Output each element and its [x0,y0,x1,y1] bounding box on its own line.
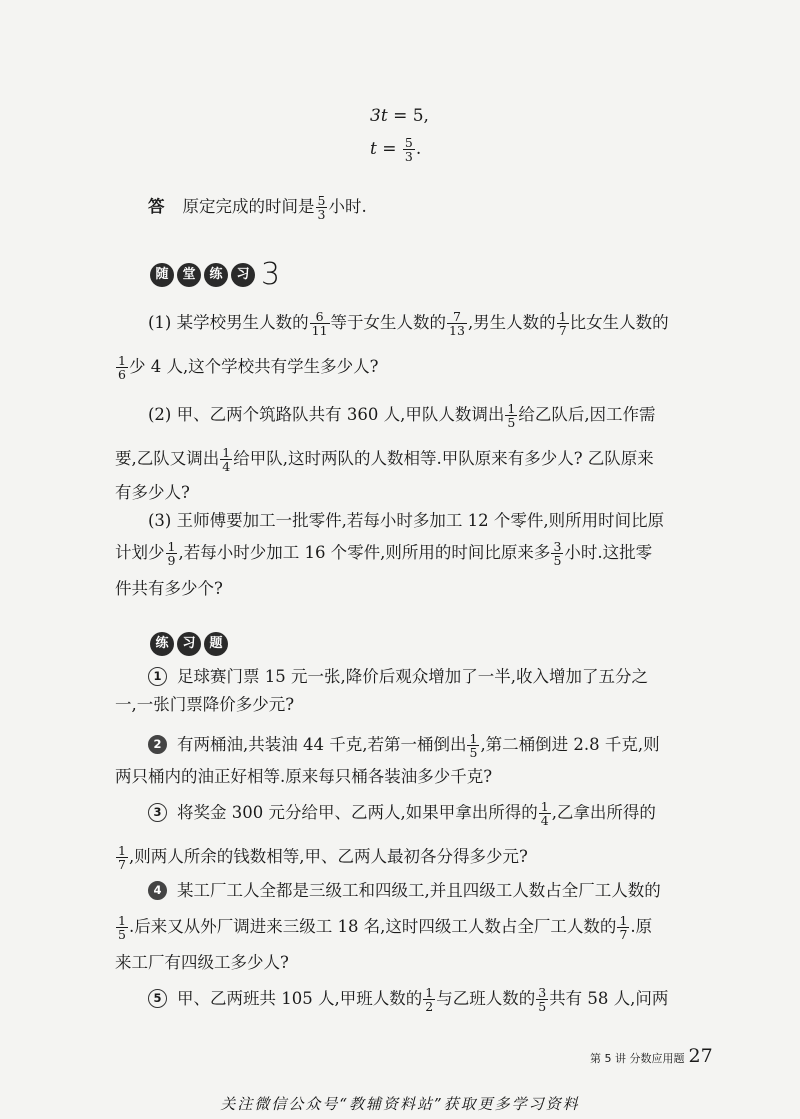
fraction: $\frac{1}{7}$ [558,309,567,338]
practice-item-2-line-3: 有多少人? [115,483,190,502]
fraction: $\frac{1}{4}$ [222,445,231,474]
title-char: 随 [150,263,174,287]
exercise-4-line-2: $\frac{1}{5}$ .后来又从外厂调进来三级工 18 名,这时四级工人数占全厂工人数的 $\frac{1}{7}$ .原 [118,913,653,942]
practice-item-2-line-1: (2) 甲、乙两个筑路队共有 360 人,甲队人数调出 $\frac{1}{5}$ 给乙队后,因工作需 [148,401,656,430]
fraction: $\frac{5}{3}$ [404,135,413,164]
fraction: $\frac{1}{7}$ [118,843,126,872]
exercise-3-line-1: 3 将奖金 300 元分给甲、乙两人,如果甲拿出所得的 $\frac{1}{4}$ ,乙拿出所得的 [148,800,656,827]
answer-line: 答 原定完成的时间是 $\frac{5}{3}$ 小时. [148,193,367,222]
fraction: $\frac{1}{5}$ [118,913,126,942]
title-char: 练 [204,263,228,287]
fraction: $\frac{3}{5}$ [538,985,547,1014]
fraction: $\frac{1}{7}$ [619,913,628,942]
page-footer [590,1045,713,1067]
fraction: $\frac{1}{5}$ [469,731,478,760]
eq2-lhs: t [370,139,377,159]
exercise-5-line-1: 5 甲、乙两班共 105 人,甲班人数的 $\frac{1}{2}$ 与乙班人数的 $\frac{3}{5}$ 共有 58 人,问两 [148,986,668,1013]
fraction: $\frac{3}{5}$ [553,539,562,568]
title-char: 练 [150,632,174,656]
question-number: 4 [148,881,167,900]
exercise-3-line-2: $\frac{1}{7}$ ,则两人所余的钱数相等,甲、乙两人最初各分得多少元? [118,843,528,872]
equation-line-2: t = $\frac{5}{3}$ . [370,135,422,164]
practice-item-1-line-2: $\frac{1}{6}$ 少 4 人,这个学校共有学生多少人? [118,353,379,382]
fraction: $\frac{1}{2}$ [425,985,434,1014]
exercise-1-line-1: 1 足球赛门票 15 元一张,降价后观众增加了一半,收入增加了五分之 [148,666,648,688]
fraction: $\frac{6}{11}$ [311,309,328,338]
exercise-2-line-1: 2 有两桶油,共装油 44 千克,若第一桶倒出 $\frac{1}{5}$ ,第二桶倒进 2.8 千克,则 [148,732,660,759]
fraction: $\frac{7}{13}$ [449,309,465,338]
fraction: $\frac{5}{3}$ [317,193,326,222]
equation-line-1: 3t = 5, [370,106,429,126]
title-char: 堂 [177,263,201,287]
answer-label: 答 [148,197,165,216]
exercise-1-line-2: 一,一张门票降价多少元? [115,695,295,714]
title-char: 题 [204,632,228,656]
fraction: $\frac{1}{9}$ [167,539,176,568]
question-number: 5 [148,989,167,1008]
exercise-2-line-2: 两只桶内的油正好相等.原来每只桶各装油多少千克? [115,767,493,786]
eq1-lhs: 3t [370,106,388,126]
title-char: 习 [231,263,255,287]
practice-item-2-line-2: 要,乙队又调出 $\frac{1}{4}$ 给甲队,这时两队的人数相等.甲队原来有多少人? 乙队原来 [115,445,654,474]
question-number: 1 [148,667,167,686]
watermark-banner: 关注微信公众号“教辅资料站”获取更多学习资料 [220,1095,580,1113]
title-char: 习 [177,632,201,656]
fraction: $\frac{1}{5}$ [507,401,516,430]
practice-item-3-line-1: (3) 王师傅要加工一批零件,若每小时多加工 12 个零件,则所用时间比原 [148,511,665,530]
lecture-title: 第 5 讲 分数应用题 [590,1052,685,1065]
question-number: 3 [148,803,167,822]
practice-section-title [150,257,281,292]
fraction: $\frac{1}{6}$ [118,353,126,382]
practice-item-3-line-2: 计划少 $\frac{1}{9}$ ,若每小时少加工 16 个零件,则所用的时间比原来多 $\frac{3}{5}$ 小时.这批零 [115,539,653,568]
page-number: 27 [688,1045,713,1067]
fraction: $\frac{1}{4}$ [540,799,549,828]
exercise-4-line-1: 4 某工厂工人全都是三级工和四级工,并且四级工人数占全厂工人数的 [148,880,661,902]
practice-item-3-line-3: 件共有多少个? [115,579,223,598]
eq1-rhs: 5, [412,106,429,126]
practice-item-1-line-1: (1) 某学校男生人数的 $\frac{6}{11}$ 等于女生人数的 $\frac{7}{13}$ ,男生人数的 $\frac{1}{7}$ 比女生人数的 [148,309,669,338]
exercise-4-line-3: 来工厂有四级工多少人? [115,953,289,972]
exercises-section-title [150,632,231,656]
question-number: 2 [148,735,167,754]
section-number: 3 [261,257,281,292]
